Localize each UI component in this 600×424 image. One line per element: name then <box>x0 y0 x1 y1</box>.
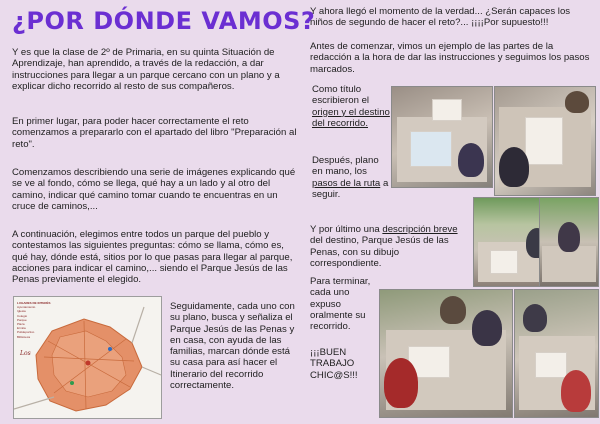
homework-paragraph: Seguidamente, cada uno con su plano, busca y señaliza el Parque Jesús de las Penas y en casa, con ayuda de las familias, marcan dónde está su casa para así hacer el Itinerario del recorrido correctamente. <box>170 301 295 392</box>
classroom-photo-2 <box>494 86 596 196</box>
moment-of-truth-paragraph: Y ahora llegó el momento de la verdad... ¿Serán capaces los niños de segundo de hacer el reto?... ¡¡¡¡Por supuesto!!! <box>310 6 571 29</box>
classroom-photo-6 <box>514 289 599 418</box>
example-paragraph: Antes de comenzar, vimos un ejemplo de las partes de la redacción a la hora de dar las instrucciones y seguimos los pasos marcados. <box>310 41 590 75</box>
presentation-caption: Para terminar, cada uno expuso oralmente su recorrido. <box>310 276 371 333</box>
classroom-photo-5 <box>379 289 513 418</box>
map-legend: LUGARES DE INTERÉS Ayuntamiento Iglesia Colegio Parque Plaza Ermita Polideportivo Biblioteca <box>17 301 51 339</box>
title-step-caption: Como título escribieron el origen y el destino del recorrido. <box>312 84 390 129</box>
park-choice-paragraph: A continuación, elegimos entre todos un parque del pueblo y contestamos las siguientes preguntas: cómo se llama, cómo es, qué hay, dónde está, sitios por lo que pasas para llegar al parque, acciones para indicar el camino,... siendo el Parque Jesús de las Penas previamente el elegido. <box>12 229 293 286</box>
page-title: ¿POR DÓNDE VAMOS? <box>12 7 316 35</box>
intro-paragraph: Y es que la clase de 2º de Primaria, en su quinta Situación de Aprendizaje, han aprendido, a través de la redacción, a dar instrucciones para llegar a un parque cercano con un plano y a explicar dicho recorrido al resto de sus compañeros. <box>12 47 280 92</box>
classroom-photo-1 <box>391 86 493 188</box>
description-step-caption: Y por último una descripción breve del destino, Parque Jesús de las Penas, con su dibujo correspondiente. <box>310 224 458 269</box>
svg-text:Los: Los <box>20 350 31 357</box>
classroom-photo-4 <box>539 197 599 287</box>
town-map-image <box>13 296 162 419</box>
preparation-paragraph: En primer lugar, para poder hacer correctamente el reto comenzamos a prepararlo con el apartado del libro "Preparación al reto". <box>12 116 297 150</box>
good-job-caption: ¡¡¡BUEN TRABAJO CHIC@S!!! <box>310 347 358 381</box>
route-step-caption: Después, plano en mano, los pasos de la ruta a seguir. <box>312 155 389 200</box>
images-paragraph: Comenzamos describiendo una serie de imágenes explicando qué se ve al fondo, cómo se llega, qué hay a un lado y al otro del camino, indicar qué camino tomar cuando te encuentras en un cruce de caminos,... <box>12 167 296 212</box>
